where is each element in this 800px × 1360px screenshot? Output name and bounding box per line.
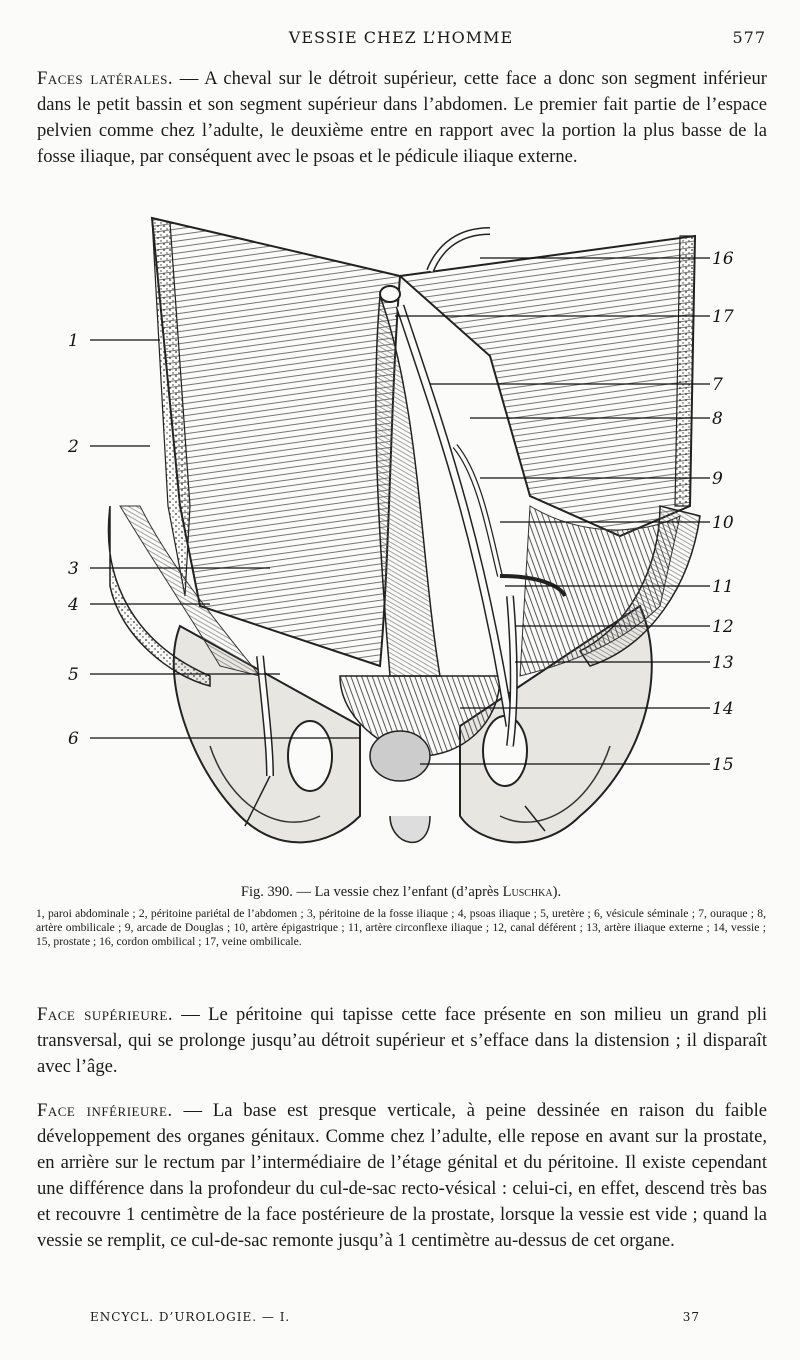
- label-11: 11: [712, 577, 734, 597]
- label-12: 12: [712, 617, 734, 637]
- label-9: 9: [712, 469, 723, 489]
- page-footer: [90, 1310, 700, 1330]
- label-10: 10: [712, 513, 734, 533]
- abdominal-wall-left: [108, 218, 400, 686]
- label-17: 17: [712, 307, 734, 327]
- label-14: 14: [712, 699, 734, 719]
- label-2: 2: [68, 437, 79, 457]
- footer-signature: 37: [682, 1310, 700, 1324]
- label-5: 5: [68, 665, 79, 685]
- label-16: 16: [712, 249, 734, 269]
- label-6: 6: [68, 729, 79, 749]
- caption-main: Fig. 390. — La vessie chez l’enfant (d’après: [240, 884, 503, 900]
- page-number: 577: [732, 28, 766, 47]
- caption-author: Luschka: [502, 884, 553, 900]
- figure-caption: [36, 884, 766, 901]
- paragraph-face-superieure: [37, 1002, 767, 1080]
- paragraph-heading: Face supérieure.: [37, 1004, 173, 1025]
- label-15: 15: [712, 755, 734, 775]
- label-8: 8: [712, 409, 723, 429]
- label-7: 7: [712, 375, 723, 395]
- footer-source: ENCYCL. D’UROLOGIE. — I.: [90, 1310, 291, 1324]
- paragraph-face-inferieure: [37, 1098, 767, 1254]
- paragraph-heading: Faces latérales.: [37, 68, 173, 89]
- label-13: 13: [712, 653, 734, 673]
- label-4: 4: [68, 595, 79, 615]
- paragraph-text: — La base est presque verticale, à peine dessinée en raison du faible développement des organes génitaux. Comme chez l’adulte, elle repose en avant sur la prostate, en arrière sur le rectum par l’intermédiaire de l’étage génital et du péritoine. Il existe cependant une différence dans la profondeur du cul-de-sac recto-vésical : celui-ci, en effet, descend très bas et recouvre 1 centimètre de la face postérieure de la prostate, lorsque la vessie est vide ; quand la vessie se remplit, ce cul-de-sac remonte jusqu’à 1 centimètre au-dessus de cet organe.: [37, 1100, 768, 1251]
- caption-end: ).: [552, 884, 562, 900]
- paragraph-text: — Le péritoine qui tapisse cette face présente en son milieu un grand pli transversal, qui se prolonge jusqu’au détroit supérieur et s’efface dans la distension ; il disparaît avec l’âge.: [37, 1004, 767, 1077]
- label-1: 1: [68, 331, 79, 351]
- paragraph-text: — A cheval sur le détroit supérieur, cette face a donc son segment inférieur dans le petit bassin et son segment supérieur dans l’abdomen. Le premier fait partie de l’espace pelvien comme chez l’adulte, le deuxième entre en rapport avec la portion la plus basse de la fosse iliaque, par conséquent avec le psoas et le pédicule iliaque externe.: [37, 68, 767, 167]
- paragraph-heading: Face inférieure.: [37, 1100, 173, 1121]
- label-3: 3: [68, 559, 79, 579]
- running-head: [36, 28, 766, 52]
- anatomical-illustration: [60, 206, 760, 866]
- running-head-title: VESSIE CHEZ L’HOMME: [288, 28, 514, 47]
- paragraph-faces-laterales: [37, 66, 767, 170]
- figure-legend: 1, paroi abdominale ; 2, péritoine pariétal de l’abdomen ; 3, péritoine de la fosse iliaque ; 4, psoas iliaque ; 5, uretère ; 6, vésicule séminale ; 7, ouraque ; 8, artère ombilicale ; 9, arcade de Douglas ; 10, artère épigastrique ; 11, artère circonflexe iliaque ; 12, canal déférent ; 13, artère iliaque externe ; 14, vessie ; 15, prostate ; 16, cordon ombilical ; 17, veine ombilicale.: [36, 907, 766, 948]
